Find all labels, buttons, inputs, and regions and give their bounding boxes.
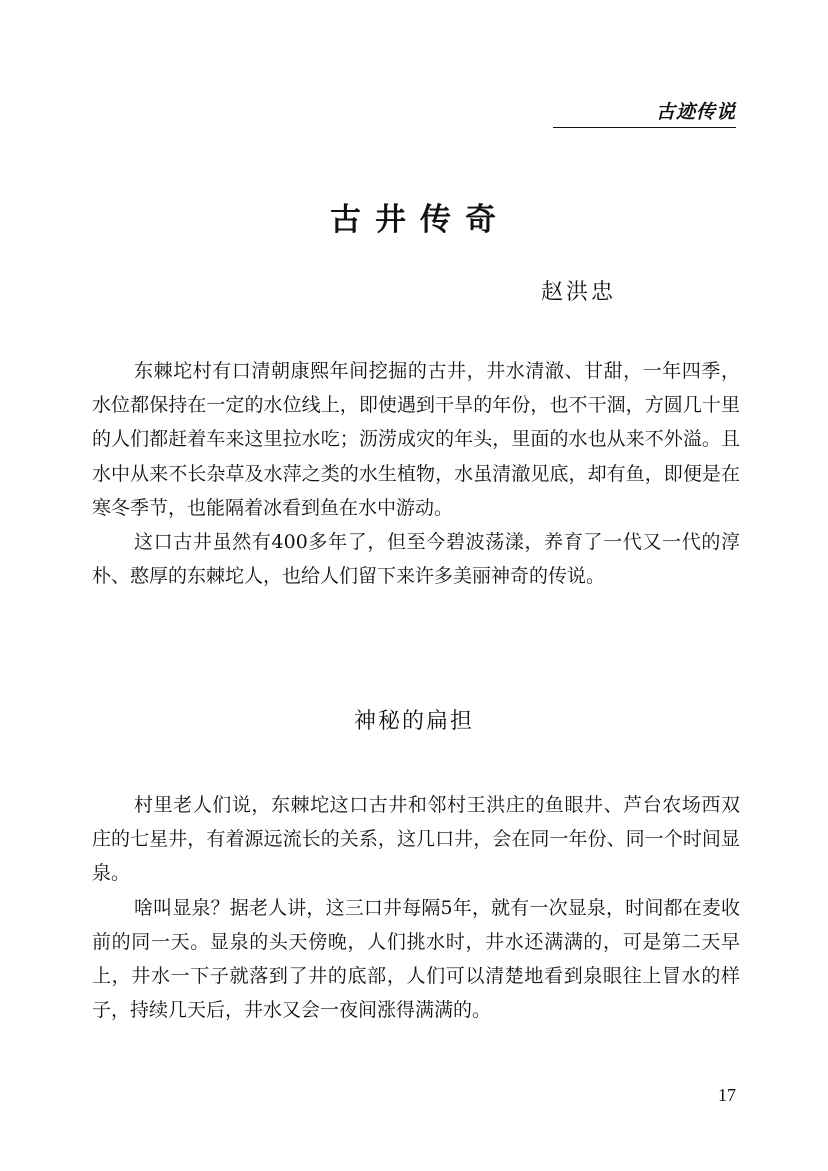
article-author: 赵洪忠 (541, 280, 617, 305)
section-heading: 神秘的扁担 (353, 709, 474, 734)
section-body (92, 788, 740, 1027)
paragraph: 啥叫显泉？据老人讲，这三口井每隔5年，就有一次显泉，时间都在麦收前的同一天。显泉的头天傍晚，人们挑水时，井水还满满的，可是第二天早上，井水一下子就落到了井的底部，人们可以清楚地看到泉眼往上冒水的样子，持续几天后，井水又会一夜间涨得满满的。 (92, 896, 740, 1022)
paragraph: 这口古井虽然有400多年了，但至今碧波荡漾，养育了一代又一代的淳朴、憨厚的东棘坨人，也给人们留下来许多美丽神奇的传说。 (92, 531, 740, 588)
paragraph: 村里老人们说，东棘坨这口古井和邻村王洪庄的鱼眼井、芦台农场西双庄的七星井，有着源远流长的关系，这几口井，会在同一年份、同一个时间显泉。 (92, 794, 740, 885)
page-number: 17 (718, 1085, 736, 1105)
header-rule (553, 127, 736, 128)
running-head-title: 古迹传说 (655, 101, 736, 123)
intro-body (92, 354, 740, 593)
article-title: 古井传奇 (330, 202, 510, 238)
paragraph: 东棘坨村有口清朝康熙年间挖掘的古井，井水清澈、甘甜，一年四季，水位都保持在一定的水位线上，即使遇到干旱的年份，也不干涸，方圆几十里的人们都赶着车来这里拉水吃；沥涝成灾的年头，里面的水也从来不外溢。且水中从来不长杂草及水萍之类的水生植物，水虽清澈见底，却有鱼，即便是在寒冬季节，也能隔着冰看到鱼在水中游动。 (92, 360, 740, 519)
